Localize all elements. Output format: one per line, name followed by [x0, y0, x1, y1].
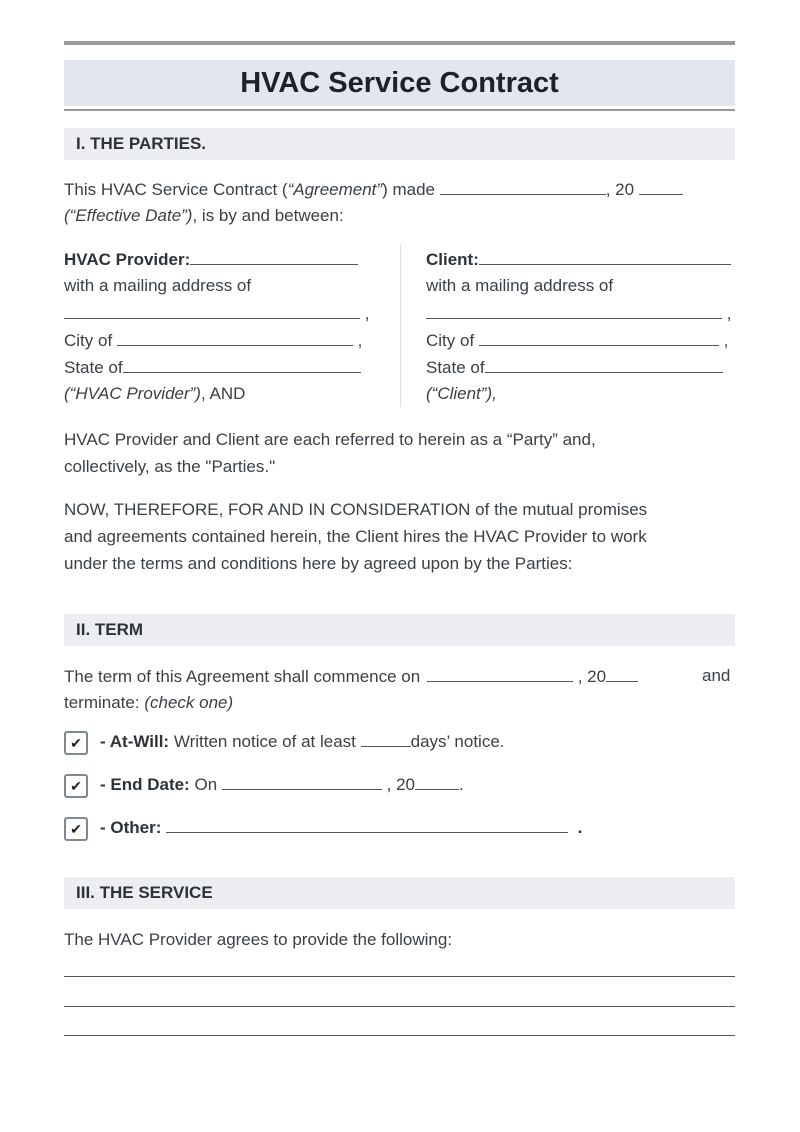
provider-state-blank[interactable]: [123, 356, 361, 373]
title-rule: [64, 109, 735, 111]
effective-line: (“Effective Date”), is by and between:: [64, 206, 344, 225]
page-title: HVAC Service Contract: [240, 67, 559, 99]
section-header-service: [64, 877, 735, 909]
provider-address-line: ,: [64, 302, 369, 325]
provider-address-blank[interactable]: [64, 302, 360, 319]
party-definition: collectively, as the "Parties.": [64, 457, 276, 476]
term-line: The term of this Agreement shall commence on , 20: [64, 665, 638, 688]
section-header-parties: [64, 128, 735, 160]
other-blank[interactable]: [166, 816, 568, 833]
client-state-blank[interactable]: [485, 356, 723, 373]
commence-year-blank[interactable]: [606, 665, 638, 682]
checkbox-at-will[interactable]: ✔: [64, 731, 88, 755]
column-divider: [400, 245, 401, 407]
provider-name-line: HVAC Provider:: [64, 248, 358, 271]
section-header-term: [64, 614, 735, 646]
service-blank-line[interactable]: [64, 1006, 735, 1007]
client-address-blank[interactable]: [426, 302, 722, 319]
section-title: III. THE SERVICE: [76, 883, 213, 902]
option-at-will: ✔ - At-Will: Written notice of at least days’ notice.: [64, 730, 505, 755]
client-city-line: City of ,: [426, 331, 729, 350]
provider-ref: (“HVAC Provider”), AND: [64, 384, 246, 403]
notice-days-blank[interactable]: [361, 730, 411, 747]
client-city-blank[interactable]: [479, 329, 719, 346]
party-definition: HVAC Provider and Client are each referred to herein as a “Party” and,: [64, 430, 596, 449]
terminate-line: terminate: (check one): [64, 693, 234, 712]
service-blank-line[interactable]: [64, 1035, 735, 1036]
client-address-line: ,: [426, 302, 731, 325]
checkbox-end-date[interactable]: ✔: [64, 774, 88, 798]
client-ref: (“Client”),: [426, 384, 497, 403]
commence-date-blank[interactable]: [427, 665, 573, 682]
provider-state-line: State of: [64, 356, 361, 379]
provider-city-blank[interactable]: [117, 329, 353, 346]
date-blank[interactable]: [440, 178, 606, 195]
top-rule: [64, 41, 735, 45]
client-name-line: Client:: [426, 248, 731, 271]
provider-mailing-label: with a mailing address of: [64, 276, 252, 295]
section-title: II. TERM: [76, 620, 144, 639]
client-name-blank[interactable]: [479, 248, 731, 265]
term-and: and: [702, 666, 731, 685]
consideration-text: and agreements contained herein, the Client hires the HVAC Provider to work: [64, 527, 647, 546]
year-blank[interactable]: [639, 178, 683, 195]
consideration-text: under the terms and conditions here by agreed upon by the Parties:: [64, 554, 573, 573]
client-mailing-label: with a mailing address of: [426, 276, 614, 295]
section-title: I. THE PARTIES.: [76, 134, 207, 153]
consideration-text: NOW, THEREFORE, FOR AND IN CONSIDERATION of the mutual promises: [64, 500, 648, 519]
option-other: ✔ - Other: .: [64, 816, 582, 841]
client-state-line: State of: [426, 356, 723, 379]
end-date-blank[interactable]: [222, 773, 382, 790]
intro-line: This HVAC Service Contract (“Agreement”) made , 20: [64, 178, 683, 201]
service-intro: The HVAC Provider agrees to provide the following:: [64, 930, 453, 949]
checkbox-other[interactable]: ✔: [64, 817, 88, 841]
end-year-blank[interactable]: [415, 773, 459, 790]
provider-name-blank[interactable]: [190, 248, 358, 265]
service-blank-line[interactable]: [64, 976, 735, 977]
provider-city-line: City of ,: [64, 331, 363, 350]
option-end-date: ✔ - End Date: On , 20 .: [64, 773, 464, 798]
title-banner: [64, 60, 735, 106]
